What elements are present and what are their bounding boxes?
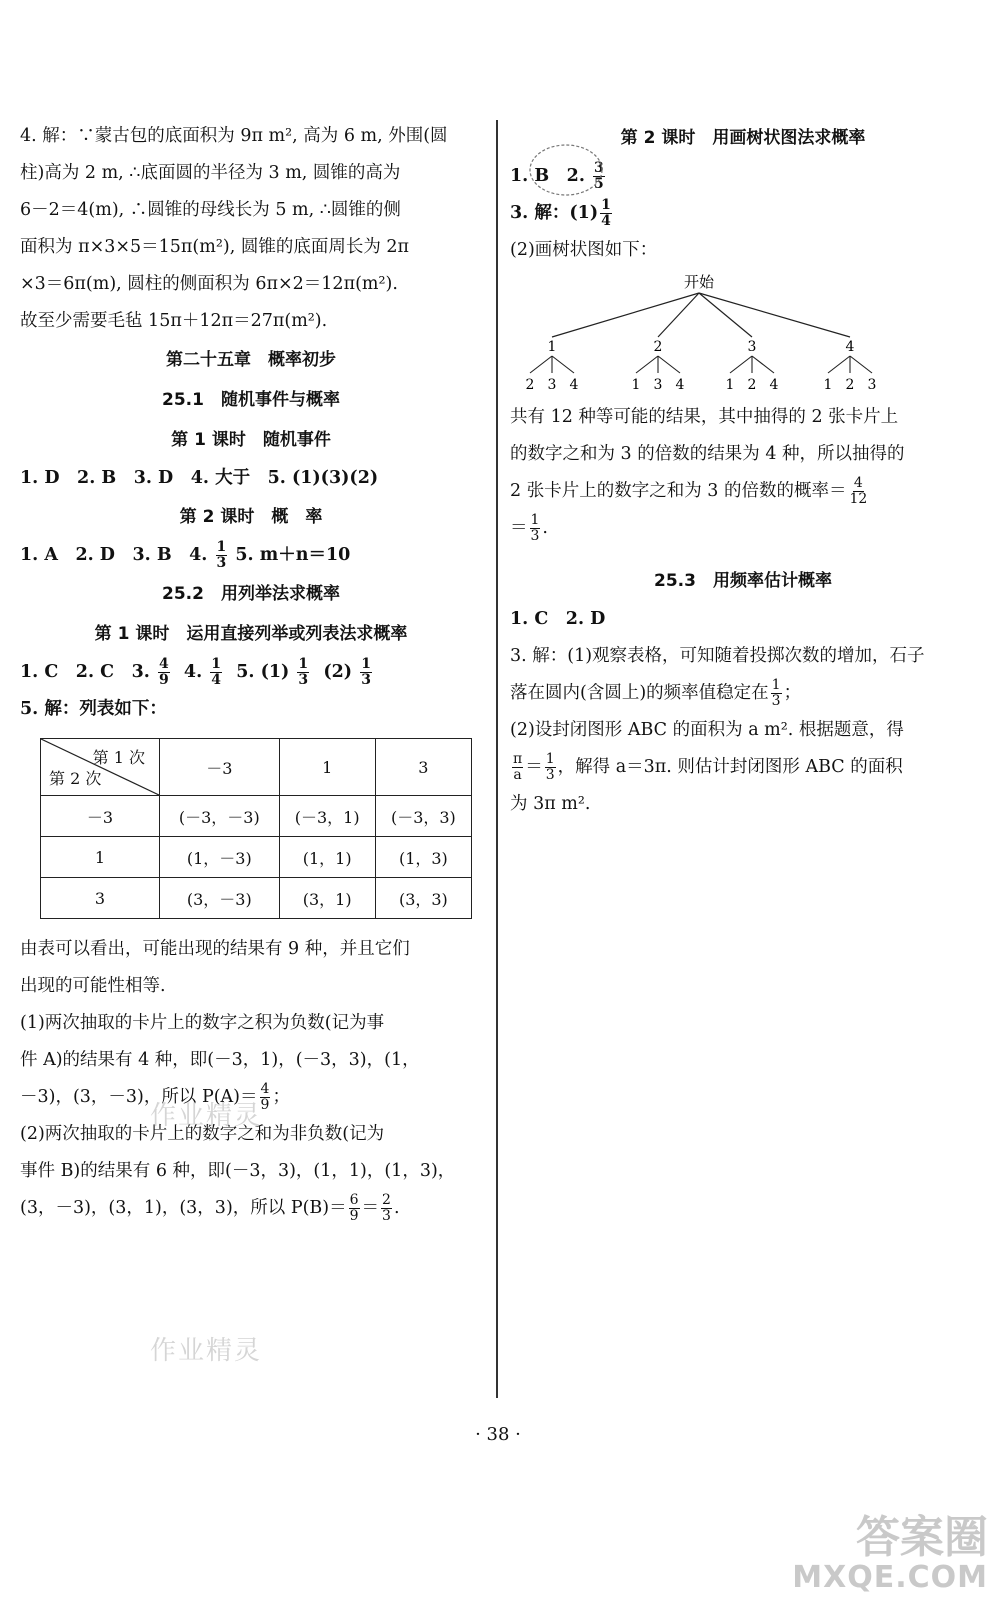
section-25-1-title: 25.1 随机事件与概率 — [162, 390, 340, 410]
tree-leaf: 4 — [769, 377, 779, 393]
q4-line: 柱)高为 2 m, ∴底面圆的半径为 3 m, 圆锥的高为 — [20, 163, 401, 183]
fraction: $\frac{1}{4}$ — [211, 656, 222, 688]
lesson-2-title: 第 2 课时 概 率 — [179, 507, 323, 527]
q5-intro: 5. 解：列表如下： — [20, 699, 167, 719]
s253-q3-line: $\frac{\pi}{a}$ ＝ $\frac{1}{3}$ ，解得 a＝3π. 则估计封闭图形 ABC 的面积 — [513, 751, 903, 783]
tree-leaf: 3 — [547, 377, 557, 393]
section-25-2-lesson-1-title: 第 1 课时 运用直接列举或列表法求概率 — [94, 624, 408, 644]
fraction: $\frac{6}{9}$ — [349, 1192, 359, 1224]
chapter-title: 第二十五章 概率初步 — [166, 350, 336, 370]
right-column — [510, 118, 976, 823]
tree-lesson-title: 第 2 课时 用画树状图法求概率 — [620, 128, 866, 148]
fraction: $\frac{3}{5}$ — [594, 160, 604, 192]
table-row-header: －3 — [41, 796, 160, 837]
page-number: · 38 · — [475, 1424, 521, 1445]
tree-conclusion: ＝ $\frac{1}{3}$ . — [510, 512, 548, 544]
s253-q3-line: 落在圆内(含圆上)的频率值稳定在 $\frac{1}{3}$ ； — [510, 677, 802, 709]
table-corner-cell: 第 1 次 第 2 次 — [41, 739, 160, 796]
part-1-line: 件 A)的结果有 4 种，即(－3，1)，(－3，3)，(1， — [20, 1050, 420, 1070]
table-note: 由表可以看出，可能出现的结果有 9 种，并且它们 — [20, 939, 410, 959]
table-cell: (3，1) — [279, 878, 375, 919]
tree-node: 1 — [547, 339, 557, 355]
tree-node: 4 — [845, 339, 855, 355]
table-cell: (－3，3) — [375, 796, 471, 837]
s253-q3-line: 为 3π m². — [510, 794, 591, 814]
tree-leaf: 3 — [653, 377, 663, 393]
table-row-header: 3 — [41, 878, 160, 919]
tree-lesson-answers: 1. B 2. $\frac{3}{5}$ — [510, 160, 604, 192]
fraction: $\frac{1}{3}$ — [771, 677, 781, 709]
table-cell: (3，－3) — [160, 878, 280, 919]
section-25-3-title: 25.3 用频率估计概率 — [654, 571, 832, 591]
lesson-1-answers: 1. D 2. B 3. D 4. 大于 5. (1)(3)(2) — [20, 468, 379, 488]
watermark: 作业精灵 — [150, 1101, 263, 1131]
watermark: 作业精灵 — [150, 1336, 263, 1366]
tree-conclusion: 共有 12 种等可能的结果，其中抽得的 2 张卡片上 — [510, 407, 899, 427]
tree-conclusion: 的数字之和为 3 的倍数的结果为 4 种，所以抽得的 — [510, 444, 905, 464]
table-cell: (－3，1) — [279, 796, 375, 837]
tree-leaf: 2 — [525, 377, 535, 393]
fraction: $\frac{1}{3}$ — [361, 656, 371, 688]
section-25-3-answers: 1. C 2. D — [510, 609, 606, 629]
q4-line: 6－2＝4(m), ∴圆锥的母线长为 5 m, ∴圆锥的侧 — [20, 200, 401, 220]
table-col-header: －3 — [160, 739, 280, 796]
outcome-table — [40, 738, 472, 919]
column-divider — [496, 120, 498, 1398]
fraction: $\frac{1}{3}$ — [530, 512, 540, 544]
table-cell: (1，1) — [279, 837, 375, 878]
s253-q3-line: 3. 解：(1)观察表格，可知随着投掷次数的增加，石子 — [510, 646, 925, 666]
tree-node: 3 — [747, 339, 757, 355]
q4-line: 故至少需要毛毡 15π＋12π＝27π(m²). — [20, 311, 328, 331]
section-25-2-title: 25.2 用列举法求概率 — [162, 584, 340, 604]
tree-leaf: 4 — [675, 377, 685, 393]
tree-leaf: 2 — [845, 377, 855, 393]
tree-node: 2 — [653, 339, 663, 355]
table-cell: (－3，－3) — [160, 796, 280, 837]
part-1-line: －3)，(3，－3)，所以 P(A)＝ $\frac{4}{9}$ ； — [20, 1081, 290, 1113]
table-col-header: 1 — [279, 739, 375, 796]
table-cell: (3，3) — [375, 878, 471, 919]
fraction: $\frac{\pi}{a}$ — [513, 751, 523, 783]
part-2-line: (3，－3)，(3，1)，(3，3)，所以 P(B)＝ $\frac{6}{9}$ ＝ $\frac{2}{3}$ . — [20, 1192, 400, 1224]
table-row — [41, 796, 472, 837]
lesson-2-answers — [20, 537, 482, 574]
fraction: $\frac{1}{3}$ — [545, 751, 555, 783]
part-2-line: 事件 B)的结果有 6 种，即(－3，3)，(1，1)，(1，3)， — [20, 1161, 456, 1181]
answer-text: 5. m＋n＝10 — [235, 545, 351, 565]
answer-text: 1. A 2. D 3. B 4. — [20, 545, 208, 565]
table-cell: (1，3) — [375, 837, 471, 878]
part-2-line: (2)两次抽取的卡片上的数字之和为非负数(记为 — [20, 1124, 385, 1144]
table-row — [41, 878, 472, 919]
tree-leaf: 2 — [747, 377, 757, 393]
tree-leaf: 1 — [631, 377, 641, 393]
stamp-icon — [528, 143, 604, 197]
q4-line: 4. 解：∵蒙古包的底面积为 9π m², 高为 6 m, 外围(圆 — [20, 126, 448, 146]
tree-diagram — [510, 271, 910, 393]
tree-leaf: 3 — [867, 377, 877, 393]
q3-part-2: (2)画树状图如下： — [510, 240, 658, 260]
q4-line: 面积为 π×3×5＝15π(m²), 圆锥的底面周长为 2π — [20, 237, 410, 257]
q3-part-1: 3. 解：(1) $\frac{1}{4}$ — [510, 197, 611, 229]
fraction: $\frac{1}{3}$ — [216, 539, 227, 571]
fraction: $\frac{1}{4}$ — [601, 197, 611, 229]
section-25-2-answers: 1. C 2. C 3. $\frac{4}{9}$ 4. $\frac{1}{4}$ 5. (1) $\frac{1}{3}$ (2) $\frac{1}{3}$ — [20, 656, 371, 688]
table-col-header: 3 — [375, 739, 471, 796]
table-row-header: 1 — [41, 837, 160, 878]
tree-conclusion: 2 张卡片上的数字之和为 3 的倍数的概率＝ $\frac{4}{12}$ — [510, 475, 868, 507]
table-header-row — [41, 739, 472, 796]
tree-root: 开始 — [683, 273, 715, 291]
table-cell: (1，－3) — [160, 837, 280, 878]
left-column — [20, 118, 482, 1227]
table-row — [41, 837, 472, 878]
q4-solution — [20, 118, 482, 340]
tree-leaf: 1 — [725, 377, 735, 393]
fraction: $\frac{1}{3}$ — [298, 656, 309, 688]
s253-q3-line: (2)设封闭图形 ABC 的面积为 a m². 根据题意，得 — [510, 720, 904, 740]
lesson-1-title: 第 1 课时 随机事件 — [171, 430, 331, 450]
fraction: $\frac{4}{9}$ — [260, 1081, 270, 1113]
fraction: $\frac{2}{3}$ — [382, 1192, 391, 1224]
site-logo: 答案圈 MXQE.COM — [792, 1512, 988, 1595]
q4-line: ×3＝6π(m), 圆柱的侧面积为 6π×2＝12π(m²). — [20, 274, 398, 294]
tree-leaf: 1 — [823, 377, 833, 393]
tree-leaf: 4 — [569, 377, 579, 393]
fraction: $\frac{4}{12}$ — [849, 475, 868, 507]
table-note: 出现的可能性相等. — [20, 976, 166, 996]
fraction: $\frac{4}{9}$ — [158, 656, 169, 688]
part-1-line: (1)两次抽取的卡片上的数字之积为负数(记为事 — [20, 1013, 385, 1033]
